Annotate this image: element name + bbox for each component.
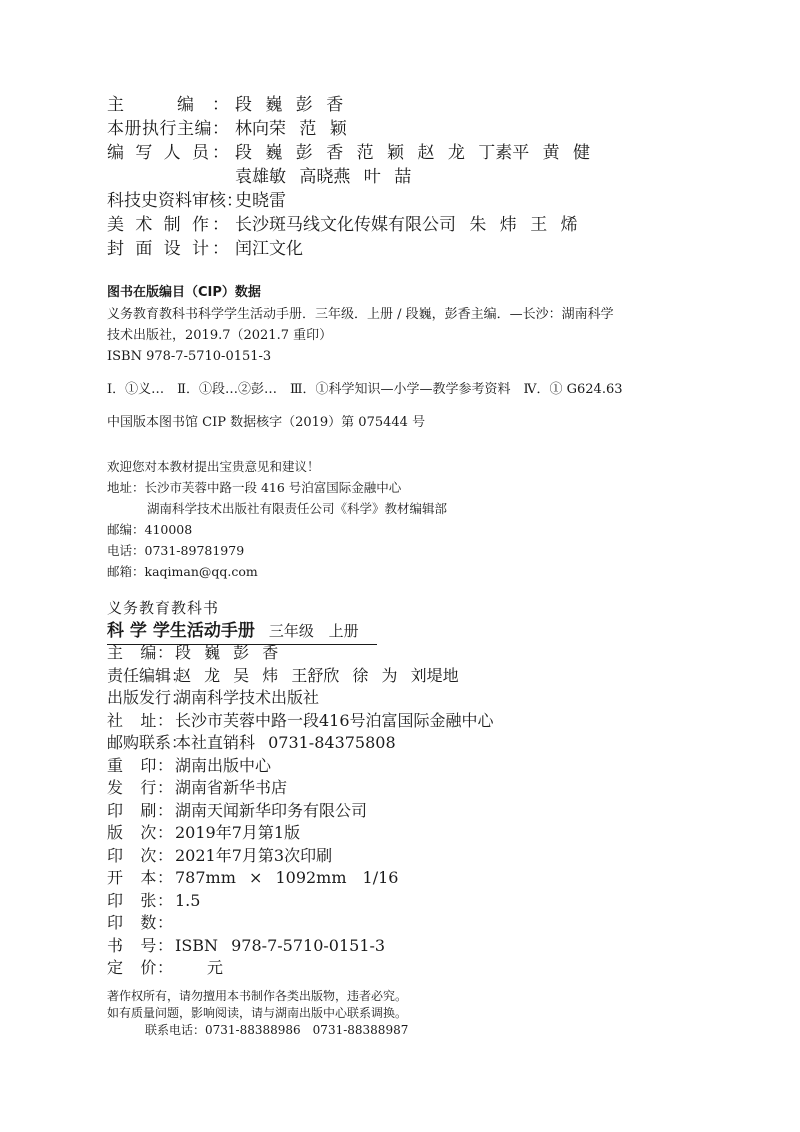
colophon-row xyxy=(107,642,494,665)
colophon-value: 赵 龙 吴 炜 王舒欣 徐 为 刘堤地 xyxy=(175,665,459,685)
feedback-postcode: 邮编：410008 xyxy=(107,522,193,537)
staff-label: 本册执行主编： xyxy=(107,119,229,139)
notice-phone: 联系电话：0731-88388986 0731-88388987 xyxy=(145,1023,409,1037)
feedback-address-org: 湖南科学技术出版社有限责任公司《科学》教材编辑部 xyxy=(147,501,448,516)
cip-record: 中国版本图书馆 CIP 数据核字（2019）第 075444 号 xyxy=(107,415,426,430)
cip-line: 义务教育教科书科学学生活动手册．三年级．上册 / 段巍，彭香主编．—长沙：湖南科学 xyxy=(107,307,614,322)
notice-line: 著作权所有，请勿擅用本书制作各类出版物，违者必究。 xyxy=(107,989,408,1003)
staff-label: 封 面 设 计： xyxy=(107,239,229,259)
feedback-phone: 电话：0731-89781979 xyxy=(107,543,245,558)
colophon-row xyxy=(107,687,494,710)
cip-line: 技术出版社，2019.7（2021.7 重印） xyxy=(107,328,333,343)
cip-block xyxy=(107,304,623,433)
colophon-label: 主 编： xyxy=(107,643,173,662)
staff-label: 美 术 制 作： xyxy=(107,215,229,235)
colophon-row xyxy=(107,935,494,958)
staff-value: 林向荣 范 颖 xyxy=(235,119,347,139)
colophon-value: 湖南出版中心 xyxy=(175,755,272,775)
staff-value: 袁雄敏 高晓燕 叶 喆 xyxy=(235,167,412,187)
colophon-value: 长沙市芙蓉中路一段416号泊富国际金融中心 xyxy=(175,710,494,730)
staff-label: 主 编： xyxy=(107,95,229,115)
colophon-row xyxy=(107,665,494,688)
colophon-row xyxy=(107,957,494,980)
colophon-value: 2021年7月第3次印刷 xyxy=(175,845,333,865)
colophon-value: 湖南科学技术出版社 xyxy=(175,688,320,707)
colophon-value: 2019年7月第1版 xyxy=(175,823,301,842)
colophon-row xyxy=(107,890,494,913)
staff-value: 段 巍 彭 香 范 颖 赵 龙 丁素平 黄 健 xyxy=(235,143,591,163)
staff-label: 科技史资料审核： xyxy=(107,191,243,211)
colophon-row xyxy=(107,912,494,935)
cip-classification: Ⅰ．①义… Ⅱ．①段…②彭… Ⅲ．①科学知识—小学—教学参考资料 Ⅳ．① G624.63 xyxy=(107,382,623,397)
staff-row-history-review xyxy=(107,189,590,213)
cip-line: ISBN 978-7-5710-0151-3 xyxy=(107,349,272,364)
colophon-label: 书 号： xyxy=(107,935,173,955)
feedback-email: 邮箱：kaqiman@qq.com xyxy=(107,564,258,579)
colophon-row xyxy=(107,867,494,890)
notice-line: 如有质量问题，影响阅读，请与湖南出版中心联系调换。 xyxy=(107,1006,408,1020)
colophon-label: 定 价： xyxy=(107,958,173,977)
staff-value: 长沙斑马线文化传媒有限公司 朱 炜 王 烯 xyxy=(235,215,578,235)
staff-value: 段 巍 彭 香 xyxy=(235,95,344,115)
book-title-grade: 三年级 上册 xyxy=(268,622,359,640)
colophon-row xyxy=(107,732,494,755)
colophon-value: 787mm × 1092mm 1/16 xyxy=(175,868,399,887)
colophon-row xyxy=(107,822,494,845)
colophon-value: 湖南天闻新华印务有限公司 xyxy=(175,800,368,820)
copyright-notice xyxy=(107,988,408,1039)
colophon-value: 本社直销科 0731-84375808 xyxy=(175,733,396,752)
cip-title: 图书在版编目（CIP）数据 xyxy=(107,285,261,300)
colophon-label: 开 本： xyxy=(107,868,173,887)
colophon-label: 印 次： xyxy=(107,845,173,865)
colophon-row xyxy=(107,777,494,800)
feedback-address: 地址：长沙市芙蓉中路一段 416 号泊富国际金融中心 xyxy=(107,480,402,495)
colophon-value: 湖南省新华书店 xyxy=(175,778,288,797)
colophon-value: 段 巍 彭 香 xyxy=(175,643,279,662)
staff-label: 编 写 人 员： xyxy=(107,143,229,163)
colophon-label: 印 数： xyxy=(107,913,173,932)
colophon-label: 邮购联系： xyxy=(107,733,188,752)
colophon-label: 重 印： xyxy=(107,755,173,775)
feedback-welcome: 欢迎您对本教材提出宝贵意见和建议！ xyxy=(107,459,320,474)
series-name: 义务教育教科书 xyxy=(107,599,220,617)
book-title-main: 科 学 学生活动手册 xyxy=(107,621,255,641)
staff-row-executive-editor xyxy=(107,117,590,141)
colophon-row xyxy=(107,800,494,823)
staff-row-writers xyxy=(107,141,590,165)
colophon-label: 责任编辑： xyxy=(107,665,188,685)
colophon-value: ISBN 978-7-5710-0151-3 xyxy=(175,935,386,955)
staff-row-art xyxy=(107,213,590,237)
colophon-row xyxy=(107,845,494,868)
colophon-row xyxy=(107,755,494,778)
colophon-row xyxy=(107,710,494,733)
colophon-label: 社 址： xyxy=(107,710,173,730)
colophon-label: 出版发行： xyxy=(107,688,188,707)
staff-row-chief-editor xyxy=(107,93,590,117)
colophon-label: 版 次： xyxy=(107,823,173,842)
staff-value: 闰江文化 xyxy=(235,239,303,259)
colophon-label: 印 张： xyxy=(107,890,173,910)
staff-row-writers-continued xyxy=(107,165,590,189)
colophon-label: 印 刷： xyxy=(107,800,173,820)
staff-value: 史晓雷 xyxy=(235,191,286,211)
colophon-block xyxy=(107,642,494,980)
staff-credits xyxy=(107,93,590,261)
feedback-block xyxy=(107,456,447,582)
colophon-value: 元 xyxy=(175,958,224,977)
colophon-label: 发 行： xyxy=(107,778,173,797)
staff-row-cover-design xyxy=(107,237,590,261)
colophon-value: 1.5 xyxy=(175,890,201,910)
